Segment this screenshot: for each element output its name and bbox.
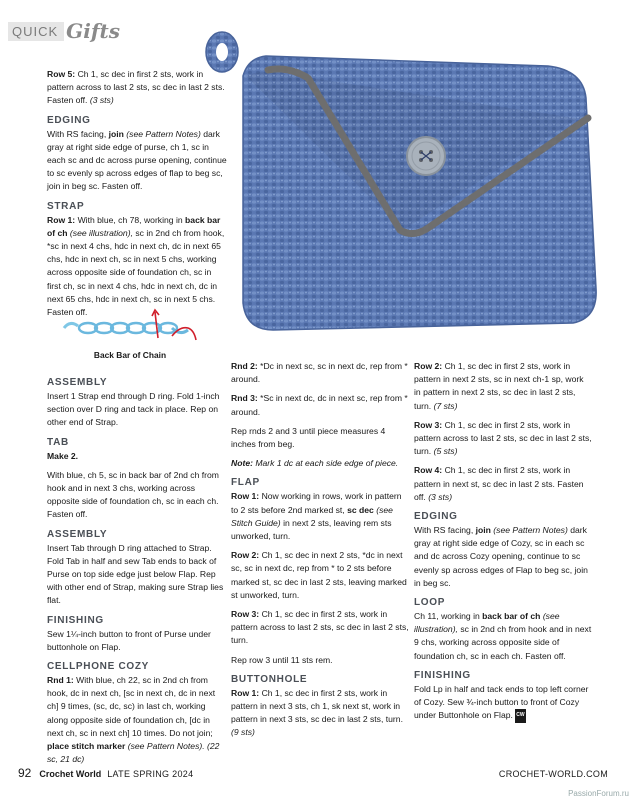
row-4-instruction: Row 4: Ch 1, sc dec in first 2 sts, work in pattern in next st, sc dec in last 2 sts. Fasten off. (3 sts): [414, 465, 584, 502]
cozy-photo: [188, 18, 613, 343]
row-2-instruction: Row 2: Ch 1, sc dec in first 2 sts, work in pattern in next 2 sts, sc in next ch-1 sp, work in pattern in next 2 sts, sc dec in last 2 sts, turn. (7 sts): [414, 361, 584, 411]
assembly-2-heading: ASSEMBLY: [47, 528, 108, 540]
loop-heading: LOOP: [414, 597, 446, 609]
finishing-heading-2: FINISHING: [414, 669, 471, 681]
rnd-2-instruction: Rnd 2: *Dc in next sc, sc in next dc, rep from * around.: [231, 361, 408, 385]
flap-heading: FLAP: [231, 477, 260, 489]
loop-instruction: Ch 11, working in back bar of ch (see illustration), sc in 2nd ch from hook and in next 9 chs, working across opposite side of foundation ch, sc in each ch. Fasten off.: [414, 611, 592, 661]
edging-heading-2: EDGING: [414, 511, 458, 523]
section-label: QUICK: [8, 22, 64, 41]
end-mark: CW: [515, 709, 525, 722]
column-1-bottom: [47, 372, 227, 772]
page-footer: [18, 766, 618, 780]
strap-instruction: Row 1: With blue, ch 78, working in back bar of ch (see illustration), sc in 2nd ch from hook, *sc in next 4 chs, hdc in next ch, dc in next 65 chs, hdc in next ch, sc in next 5 chs, working across opposite side of foundation ch, sc in first ch, sc in next 4 chs, hdc in next ch, dc in next 65 chs, hdc in next ch, sc in next 5 chs. Fasten off.: [47, 214, 225, 318]
column-3: [414, 360, 592, 729]
back-bar-diagram: [60, 306, 200, 366]
website: CROCHET-WORLD.COM: [498, 769, 608, 779]
tab-make: Make 2.: [47, 450, 79, 461]
column-2: [231, 360, 409, 746]
watermark: PassionForum.ru: [568, 789, 629, 798]
edging-instruction-2: With RS facing, join (see Pattern Notes) dark gray at right side edge of Cozy, sc in each sc and dc across Cozy opening, continue to sc evenly sp across edges of Flap to beg sc, join in beg sc.: [414, 525, 588, 588]
flap-repeat: Rep row 3 until 11 sts rem.: [231, 654, 333, 665]
rnd-3-instruction: Rnd 3: *Sc in next dc, dc in next sc, rep from * around.: [231, 393, 408, 417]
rnd-1-instruction: Rnd 1: With blue, ch 22, sc in 2nd ch from hook, dc in next ch, [sc in next ch, dc in next ch] 9 times, (sc, dc, sc) in last ch, working along opposite side of foundation ch, [dc in next ch, sc in next ch] 10 times. Do not join; place stitch marker (see Pattern Notes). (22 sc, 21 dc): [47, 675, 220, 765]
edging-instruction: With RS facing, join (see Pattern Notes) dark gray at right side edge of purse, ch 1, sc in each sc and dc across purse opening, continue to sc evenly sp across edges of flap to beg sc, join in beg sc. Fasten off.: [47, 128, 227, 192]
finishing-heading: FINISHING: [47, 614, 104, 626]
buttonhole-row-1: Row 1: Ch 1, sc dec in first 2 sts, work in pattern in next 3 sts, ch 1, sk next st, work in pattern in next 3 sts, sc dec in last 2 sts, turn. (9 sts): [231, 687, 403, 738]
assembly-text: Insert 1 Strap end through D ring. Fold 1-inch section over D ring and tack in place. Rep on other end of Strap.: [47, 391, 220, 428]
page-number: 92: [18, 766, 32, 780]
edging-heading: EDGING: [47, 114, 91, 126]
repeat-text: Rep rnds 2 and 3 until piece measures 4 inches from beg.: [231, 425, 386, 450]
diagram-caption: Back Bar of Chain: [93, 350, 167, 360]
finishing-text: Sew 1¼-inch button to front of Purse under buttonhole on Flap.: [47, 628, 211, 652]
strap-heading: STRAP: [47, 200, 85, 212]
assembly-heading: ASSEMBLY: [47, 377, 108, 388]
magazine-name: Crochet World: [39, 769, 102, 779]
section-title: Gifts: [66, 19, 120, 43]
tab-heading: TAB: [47, 436, 69, 448]
chain-illustration: [60, 306, 200, 348]
note: Note: Mark 1 dc at each side edge of piece.: [231, 458, 399, 469]
row-3-instruction: Row 3: Ch 1, sc dec in first 2 sts, work in pattern across to last 2 sts, sc dec in last 2 sts, turn. (5 sts): [414, 419, 592, 457]
buttonhole-heading: BUTTONHOLE: [231, 673, 308, 685]
flap-row-1: Row 1: Now working in rows, work in pattern to 2 sts before 2nd marked st, sc dec (see Stitch Guide) in next 2 sts, leaving rem sts unworked, turn.: [231, 491, 402, 542]
cozy-heading: CELLPHONE COZY: [47, 661, 150, 673]
finishing-text-2: Fold Lp in half and tack ends to top left corner of Cozy. Sew ¾-inch button to front of Cozy under Buttonhole on Flap. CW: [414, 683, 592, 723]
row-5-instruction: Row 5: Ch 1, sc dec in first 2 sts, work in pattern across to last 2 sts, sc dec in last 2 sts. Fasten off. (3 sts): [47, 69, 225, 106]
flap-row-2: Row 2: Ch 1, sc dec in next 2 sts, *dc in next sc, sc in next dc, rep from * to 2 sts before marked st, sc dec in last 2 sts, leaving marked st unworked, turn.: [231, 550, 407, 600]
tab-text: With blue, ch 5, sc in back bar of 2nd ch from hook and in next 3 chs, working across opposite side of foundation ch, sc in each ch. Fasten off.: [47, 469, 219, 520]
column-1-top: [47, 68, 227, 325]
section-header: [8, 16, 120, 46]
flap-row-3: Row 3: Ch 1, sc dec in first 2 sts, work in pattern across to last 2 sts, sc dec in last 2 sts, turn.: [231, 609, 409, 646]
assembly-2-text: Insert Tab through D ring attached to Strap. Fold Tab in half and sew Tab ends to back of Purse on top side edge just below Flap. Rep with other end of Strap, making sure Strap lies flat.: [47, 542, 224, 606]
issue-date: LATE SPRING 2024: [107, 769, 194, 779]
